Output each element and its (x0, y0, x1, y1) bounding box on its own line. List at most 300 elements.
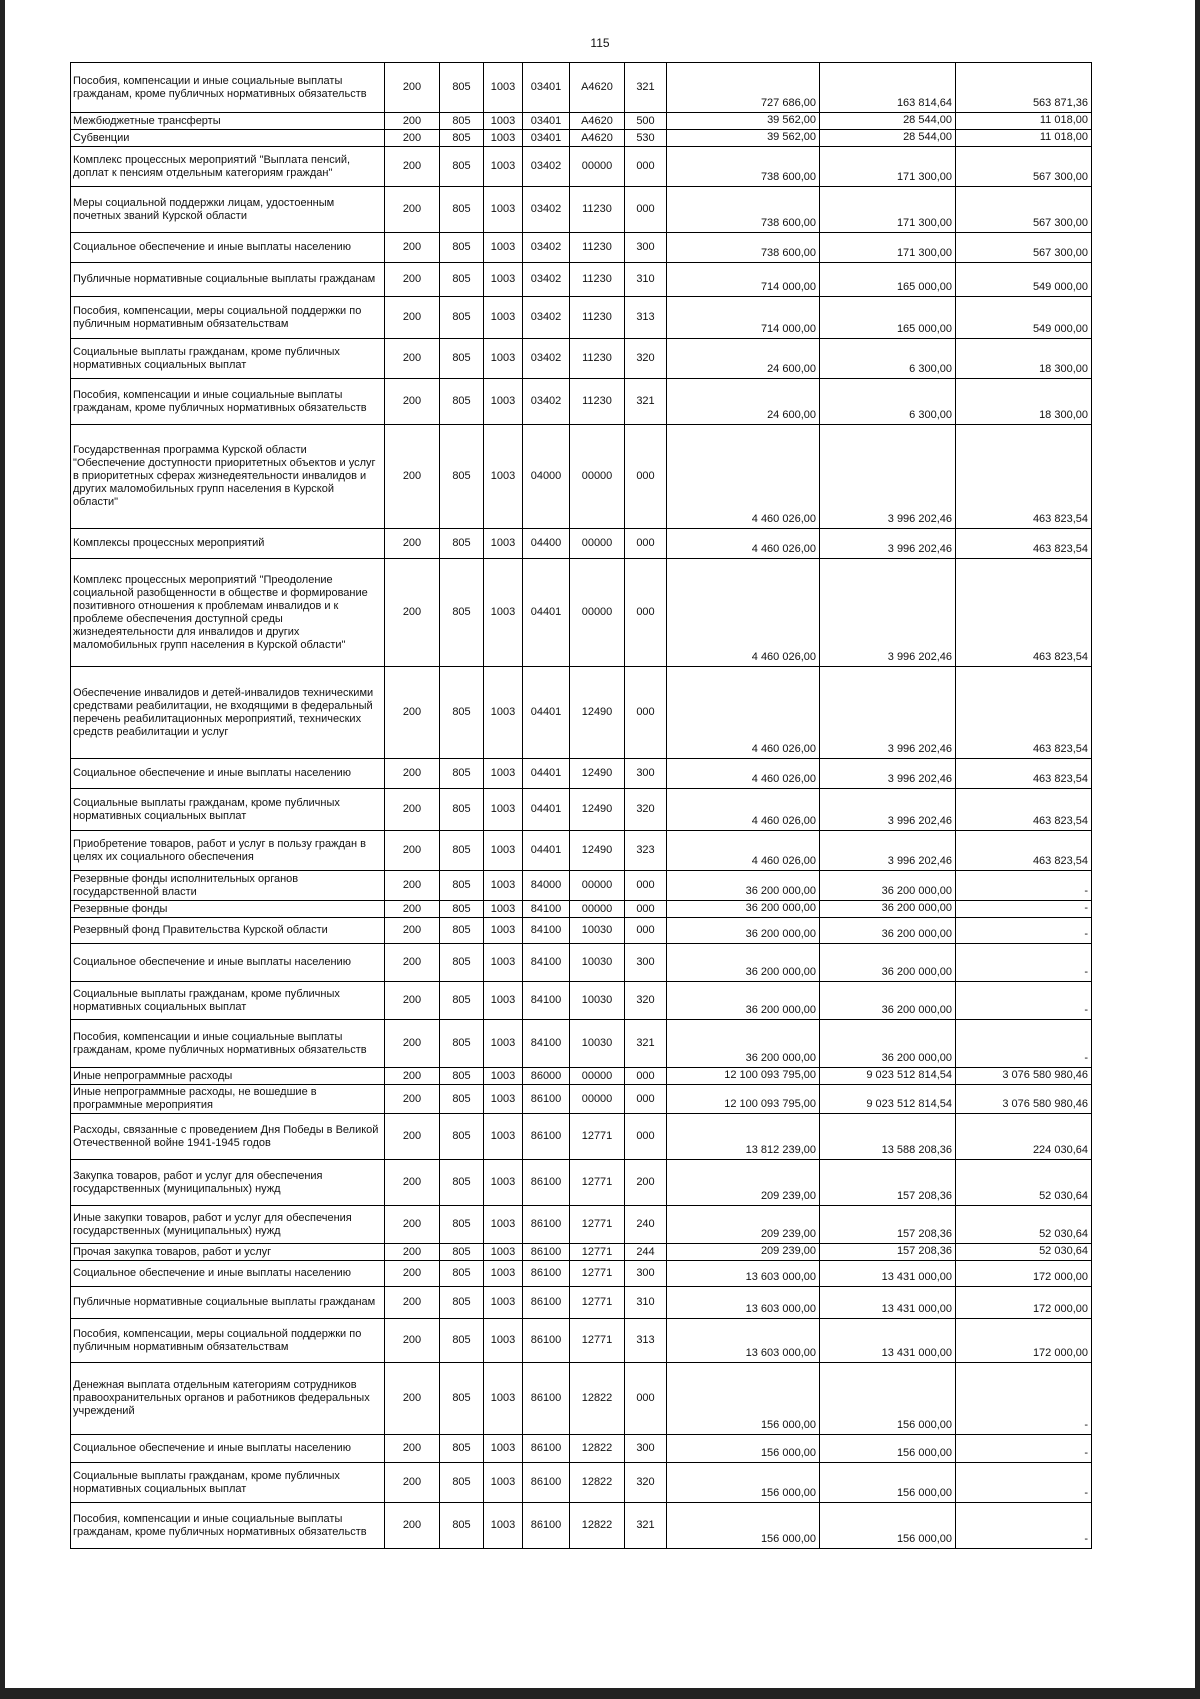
cell-amount-remaining: 11 018,00 (956, 130, 1092, 147)
cell-ministry-code: 805 (440, 1435, 484, 1463)
cell-direction-code: 12771 (570, 1114, 625, 1160)
cell-amount-remaining: - (956, 871, 1092, 901)
cell-direction-code: 11230 (570, 187, 625, 233)
cell-amount-executed: 3 996 202,46 (820, 667, 956, 759)
cell-section-code: 1003 (484, 1068, 523, 1085)
cell-admin-code: 200 (385, 1287, 440, 1319)
cell-description: Социальное обеспечение и иные выплаты населению (71, 1435, 385, 1463)
table-row (71, 1287, 1092, 1319)
cell-section-code: 1003 (484, 1160, 523, 1206)
cell-description: Субвенции (71, 130, 385, 147)
cell-admin-code: 200 (385, 113, 440, 130)
cell-section-code: 1003 (484, 187, 523, 233)
cell-section-code: 1003 (484, 339, 523, 379)
cell-program-code: 04401 (523, 559, 570, 667)
cell-program-code: 03402 (523, 297, 570, 339)
table-row (71, 759, 1092, 789)
cell-amount-approved: 156 000,00 (667, 1503, 820, 1549)
cell-description: Пособия, компенсации и иные социальные выплаты гражданам, кроме публичных нормативных обязательств (71, 379, 385, 425)
cell-amount-approved: 738 600,00 (667, 187, 820, 233)
table-row (71, 529, 1092, 559)
cell-direction-code: А4620 (570, 113, 625, 130)
cell-amount-remaining: 18 300,00 (956, 339, 1092, 379)
cell-description: Пособия, компенсации, меры социальной поддержки по публичным нормативным обязательствам (71, 297, 385, 339)
cell-amount-remaining: 563 871,36 (956, 63, 1092, 113)
cell-section-code: 1003 (484, 425, 523, 529)
cell-ministry-code: 805 (440, 759, 484, 789)
cell-program-code: 86000 (523, 1068, 570, 1085)
cell-admin-code: 200 (385, 1244, 440, 1261)
cell-program-code: 86100 (523, 1503, 570, 1549)
cell-amount-executed: 36 200 000,00 (820, 918, 956, 944)
cell-ministry-code: 805 (440, 113, 484, 130)
cell-direction-code: 10030 (570, 982, 625, 1020)
table-row (71, 63, 1092, 113)
cell-admin-code: 200 (385, 1160, 440, 1206)
cell-ministry-code: 805 (440, 147, 484, 187)
cell-admin-code: 200 (385, 187, 440, 233)
cell-admin-code: 200 (385, 982, 440, 1020)
cell-amount-approved: 36 200 000,00 (667, 944, 820, 982)
cell-admin-code: 200 (385, 233, 440, 263)
cell-direction-code: 12771 (570, 1319, 625, 1363)
cell-amount-approved: 13 603 000,00 (667, 1287, 820, 1319)
cell-direction-code: 12822 (570, 1435, 625, 1463)
cell-amount-approved: 738 600,00 (667, 233, 820, 263)
cell-admin-code: 200 (385, 944, 440, 982)
cell-amount-remaining: - (956, 901, 1092, 918)
cell-ministry-code: 805 (440, 871, 484, 901)
cell-amount-executed: 36 200 000,00 (820, 944, 956, 982)
cell-section-code: 1003 (484, 559, 523, 667)
cell-section-code: 1003 (484, 1503, 523, 1549)
cell-amount-remaining: 463 823,54 (956, 789, 1092, 831)
table-row (71, 918, 1092, 944)
cell-ministry-code: 805 (440, 379, 484, 425)
cell-amount-approved: 4 460 026,00 (667, 759, 820, 789)
table-row (71, 1160, 1092, 1206)
table-row (71, 147, 1092, 187)
cell-program-code: 04401 (523, 831, 570, 871)
cell-ministry-code: 805 (440, 233, 484, 263)
cell-description: Обеспечение инвалидов и детей-инвалидов техническими средствами реабилитации, не входящими в федеральный перечень реабилитационных мероприятий, технических средств реабилитации и услуг (71, 667, 385, 759)
cell-amount-executed: 157 208,36 (820, 1160, 956, 1206)
cell-program-code: 03401 (523, 63, 570, 113)
cell-section-code: 1003 (484, 1261, 523, 1287)
cell-amount-approved: 13 603 000,00 (667, 1319, 820, 1363)
cell-amount-approved: 209 239,00 (667, 1160, 820, 1206)
cell-amount-approved: 12 100 093 795,00 (667, 1068, 820, 1085)
table-row (71, 113, 1092, 130)
cell-description: Социальное обеспечение и иные выплаты населению (71, 944, 385, 982)
cell-section-code: 1003 (484, 831, 523, 871)
cell-ministry-code: 805 (440, 1114, 484, 1160)
cell-amount-remaining: 224 030,64 (956, 1114, 1092, 1160)
cell-ministry-code: 805 (440, 130, 484, 147)
cell-amount-remaining: 567 300,00 (956, 187, 1092, 233)
cell-expense-type-code: 000 (625, 559, 667, 667)
cell-expense-type-code: 300 (625, 1261, 667, 1287)
cell-direction-code: 12490 (570, 831, 625, 871)
cell-admin-code: 200 (385, 379, 440, 425)
cell-program-code: 03402 (523, 339, 570, 379)
cell-description: Пособия, компенсации и иные социальные выплаты гражданам, кроме публичных нормативных обязательств (71, 1020, 385, 1068)
cell-expense-type-code: 000 (625, 918, 667, 944)
cell-program-code: 03402 (523, 379, 570, 425)
cell-expense-type-code: 200 (625, 1160, 667, 1206)
cell-section-code: 1003 (484, 379, 523, 425)
cell-program-code: 04400 (523, 529, 570, 559)
cell-amount-executed: 3 996 202,46 (820, 831, 956, 871)
cell-ministry-code: 805 (440, 297, 484, 339)
cell-description: Социальные выплаты гражданам, кроме публичных нормативных социальных выплат (71, 982, 385, 1020)
cell-amount-executed: 9 023 512 814,54 (820, 1068, 956, 1085)
cell-direction-code: 00000 (570, 559, 625, 667)
cell-direction-code: 12771 (570, 1261, 625, 1287)
cell-amount-approved: 714 000,00 (667, 263, 820, 297)
table-row (71, 233, 1092, 263)
cell-description: Социальные выплаты гражданам, кроме публичных нормативных социальных выплат (71, 789, 385, 831)
cell-amount-executed: 171 300,00 (820, 233, 956, 263)
cell-amount-approved: 4 460 026,00 (667, 831, 820, 871)
cell-description: Социальные выплаты гражданам, кроме публичных нормативных социальных выплат (71, 1463, 385, 1503)
cell-amount-remaining: 463 823,54 (956, 529, 1092, 559)
cell-amount-executed: 3 996 202,46 (820, 759, 956, 789)
cell-ministry-code: 805 (440, 529, 484, 559)
table-row (71, 1503, 1092, 1549)
cell-program-code: 86100 (523, 1206, 570, 1244)
cell-amount-approved: 714 000,00 (667, 297, 820, 339)
cell-amount-remaining: - (956, 918, 1092, 944)
cell-direction-code: 11230 (570, 339, 625, 379)
table-row (71, 339, 1092, 379)
cell-amount-executed: 13 431 000,00 (820, 1261, 956, 1287)
cell-program-code: 84000 (523, 871, 570, 901)
cell-direction-code: 12822 (570, 1463, 625, 1503)
cell-direction-code: 10030 (570, 1020, 625, 1068)
cell-ministry-code: 805 (440, 831, 484, 871)
cell-admin-code: 200 (385, 901, 440, 918)
cell-ministry-code: 805 (440, 263, 484, 297)
cell-program-code: 86100 (523, 1287, 570, 1319)
cell-amount-remaining: 172 000,00 (956, 1287, 1092, 1319)
cell-description: Закупка товаров, работ и услуг для обеспечения государственных (муниципальных) нужд (71, 1160, 385, 1206)
table-row (71, 789, 1092, 831)
cell-amount-executed: 13 431 000,00 (820, 1287, 956, 1319)
cell-admin-code: 200 (385, 871, 440, 901)
cell-expense-type-code: 321 (625, 1503, 667, 1549)
table-row (71, 1068, 1092, 1085)
cell-description: Пособия, компенсации и иные социальные выплаты гражданам, кроме публичных нормативных обязательств (71, 63, 385, 113)
cell-admin-code: 200 (385, 297, 440, 339)
scan-edge-left (0, 0, 5, 1699)
cell-program-code: 86100 (523, 1435, 570, 1463)
cell-program-code: 86100 (523, 1363, 570, 1435)
cell-direction-code: 12771 (570, 1206, 625, 1244)
cell-admin-code: 200 (385, 1503, 440, 1549)
cell-amount-approved: 4 460 026,00 (667, 425, 820, 529)
cell-amount-executed: 156 000,00 (820, 1503, 956, 1549)
cell-ministry-code: 805 (440, 1319, 484, 1363)
cell-expense-type-code: 310 (625, 1287, 667, 1319)
cell-direction-code: 00000 (570, 425, 625, 529)
cell-amount-remaining: 567 300,00 (956, 147, 1092, 187)
cell-admin-code: 200 (385, 63, 440, 113)
cell-direction-code: 11230 (570, 379, 625, 425)
scan-edge-bottom (0, 1688, 1200, 1699)
cell-amount-remaining: 11 018,00 (956, 113, 1092, 130)
cell-amount-approved: 209 239,00 (667, 1206, 820, 1244)
table-row (71, 559, 1092, 667)
cell-admin-code: 200 (385, 1206, 440, 1244)
cell-description: Резервные фонды исполнительных органов государственной власти (71, 871, 385, 901)
cell-expense-type-code: 313 (625, 1319, 667, 1363)
cell-ministry-code: 805 (440, 339, 484, 379)
table-row (71, 982, 1092, 1020)
cell-expense-type-code: 244 (625, 1244, 667, 1261)
cell-section-code: 1003 (484, 113, 523, 130)
cell-expense-type-code: 313 (625, 297, 667, 339)
cell-amount-approved: 156 000,00 (667, 1363, 820, 1435)
cell-expense-type-code: 530 (625, 130, 667, 147)
cell-amount-remaining: - (956, 982, 1092, 1020)
cell-amount-approved: 209 239,00 (667, 1244, 820, 1261)
cell-direction-code: 12771 (570, 1244, 625, 1261)
table-row (71, 871, 1092, 901)
cell-amount-executed: 157 208,36 (820, 1244, 956, 1261)
cell-amount-approved: 36 200 000,00 (667, 982, 820, 1020)
cell-amount-remaining: 549 000,00 (956, 263, 1092, 297)
cell-amount-approved: 727 686,00 (667, 63, 820, 113)
cell-amount-approved: 36 200 000,00 (667, 1020, 820, 1068)
cell-amount-approved: 12 100 093 795,00 (667, 1085, 820, 1114)
cell-ministry-code: 805 (440, 667, 484, 759)
cell-amount-executed: 156 000,00 (820, 1463, 956, 1503)
cell-amount-remaining: 567 300,00 (956, 233, 1092, 263)
cell-ministry-code: 805 (440, 1363, 484, 1435)
cell-amount-approved: 4 460 026,00 (667, 529, 820, 559)
cell-expense-type-code: 310 (625, 263, 667, 297)
cell-admin-code: 200 (385, 1261, 440, 1287)
cell-ministry-code: 805 (440, 63, 484, 113)
cell-admin-code: 200 (385, 1085, 440, 1114)
cell-ministry-code: 805 (440, 1068, 484, 1085)
cell-description: Публичные нормативные социальные выплаты гражданам (71, 1287, 385, 1319)
cell-section-code: 1003 (484, 1435, 523, 1463)
cell-amount-executed: 28 544,00 (820, 113, 956, 130)
cell-amount-remaining: - (956, 1020, 1092, 1068)
cell-admin-code: 200 (385, 831, 440, 871)
cell-expense-type-code: 321 (625, 63, 667, 113)
cell-amount-remaining: 463 823,54 (956, 759, 1092, 789)
cell-expense-type-code: 321 (625, 1020, 667, 1068)
table-row (71, 379, 1092, 425)
table-row (71, 263, 1092, 297)
cell-amount-executed: 171 300,00 (820, 187, 956, 233)
cell-amount-approved: 39 562,00 (667, 130, 820, 147)
cell-program-code: 84100 (523, 982, 570, 1020)
cell-expense-type-code: 000 (625, 529, 667, 559)
cell-admin-code: 200 (385, 1363, 440, 1435)
cell-amount-executed: 165 000,00 (820, 297, 956, 339)
cell-admin-code: 200 (385, 529, 440, 559)
cell-section-code: 1003 (484, 1463, 523, 1503)
cell-amount-approved: 36 200 000,00 (667, 871, 820, 901)
cell-ministry-code: 805 (440, 982, 484, 1020)
table-row (71, 187, 1092, 233)
cell-amount-executed: 156 000,00 (820, 1435, 956, 1463)
cell-admin-code: 200 (385, 667, 440, 759)
cell-direction-code: 12771 (570, 1160, 625, 1206)
cell-direction-code: 11230 (570, 233, 625, 263)
cell-program-code: 04401 (523, 759, 570, 789)
cell-amount-approved: 4 460 026,00 (667, 667, 820, 759)
cell-section-code: 1003 (484, 918, 523, 944)
cell-direction-code: 12822 (570, 1363, 625, 1435)
cell-section-code: 1003 (484, 1206, 523, 1244)
cell-expense-type-code: 000 (625, 1068, 667, 1085)
table-row (71, 1463, 1092, 1503)
cell-section-code: 1003 (484, 1287, 523, 1319)
cell-amount-approved: 24 600,00 (667, 379, 820, 425)
cell-section-code: 1003 (484, 233, 523, 263)
cell-amount-remaining: 463 823,54 (956, 425, 1092, 529)
cell-description: Государственная программа Курской области "Обеспечение доступности приоритетных объектов и услуг в приоритетных сферах жизнедеятельности инвалидов и других маломобильных групп населения в Курской области" (71, 425, 385, 529)
cell-amount-executed: 13 588 208,36 (820, 1114, 956, 1160)
cell-description: Прочая закупка товаров, работ и услуг (71, 1244, 385, 1261)
cell-description: Расходы, связанные с проведением Дня Победы в Великой Отечественной войне 1941-1945 годов (71, 1114, 385, 1160)
cell-expense-type-code: 300 (625, 944, 667, 982)
scan-edge-right (1195, 0, 1200, 1699)
cell-direction-code: 00000 (570, 901, 625, 918)
cell-section-code: 1003 (484, 1244, 523, 1261)
cell-description: Пособия, компенсации, меры социальной поддержки по публичным нормативным обязательствам (71, 1319, 385, 1363)
cell-direction-code: 00000 (570, 1068, 625, 1085)
cell-section-code: 1003 (484, 1363, 523, 1435)
cell-ministry-code: 805 (440, 1160, 484, 1206)
cell-admin-code: 200 (385, 425, 440, 529)
cell-admin-code: 200 (385, 130, 440, 147)
cell-direction-code: 12771 (570, 1287, 625, 1319)
cell-direction-code: 12490 (570, 789, 625, 831)
cell-program-code: 86100 (523, 1160, 570, 1206)
cell-amount-approved: 13 603 000,00 (667, 1261, 820, 1287)
cell-amount-remaining: - (956, 944, 1092, 982)
cell-amount-approved: 24 600,00 (667, 339, 820, 379)
cell-amount-remaining: 172 000,00 (956, 1319, 1092, 1363)
cell-ministry-code: 805 (440, 559, 484, 667)
cell-amount-remaining: 172 000,00 (956, 1261, 1092, 1287)
table-row (71, 425, 1092, 529)
cell-section-code: 1003 (484, 667, 523, 759)
cell-ministry-code: 805 (440, 1261, 484, 1287)
cell-amount-remaining: - (956, 1435, 1092, 1463)
table-row (71, 130, 1092, 147)
table-row (71, 944, 1092, 982)
cell-amount-executed: 13 431 000,00 (820, 1319, 956, 1363)
cell-amount-executed: 6 300,00 (820, 379, 956, 425)
cell-program-code: 86100 (523, 1463, 570, 1503)
cell-direction-code: 00000 (570, 529, 625, 559)
cell-amount-approved: 4 460 026,00 (667, 559, 820, 667)
table-row (71, 1244, 1092, 1261)
cell-admin-code: 200 (385, 263, 440, 297)
cell-description: Иные закупки товаров, работ и услуг для обеспечения государственных (муниципальных) нужд (71, 1206, 385, 1244)
cell-expense-type-code: 000 (625, 1363, 667, 1435)
cell-program-code: 04000 (523, 425, 570, 529)
cell-section-code: 1003 (484, 147, 523, 187)
cell-amount-executed: 3 996 202,46 (820, 559, 956, 667)
cell-amount-executed: 3 996 202,46 (820, 529, 956, 559)
cell-amount-approved: 36 200 000,00 (667, 901, 820, 918)
cell-amount-executed: 36 200 000,00 (820, 1020, 956, 1068)
cell-amount-remaining: 52 030,64 (956, 1244, 1092, 1261)
cell-admin-code: 200 (385, 1319, 440, 1363)
cell-amount-remaining: 549 000,00 (956, 297, 1092, 339)
cell-description: Иные непрограммные расходы, не вошедшие в программные мероприятия (71, 1085, 385, 1114)
table-row (71, 1319, 1092, 1363)
cell-section-code: 1003 (484, 1085, 523, 1114)
table-row (71, 831, 1092, 871)
cell-program-code: 86100 (523, 1244, 570, 1261)
cell-ministry-code: 805 (440, 789, 484, 831)
cell-expense-type-code: 300 (625, 1435, 667, 1463)
cell-direction-code: А4620 (570, 130, 625, 147)
cell-admin-code: 200 (385, 147, 440, 187)
cell-amount-remaining: - (956, 1503, 1092, 1549)
cell-program-code: 03401 (523, 130, 570, 147)
cell-description: Резервный фонд Правительства Курской области (71, 918, 385, 944)
cell-description: Иные непрограммные расходы (71, 1068, 385, 1085)
cell-ministry-code: 805 (440, 1503, 484, 1549)
cell-amount-executed: 3 996 202,46 (820, 789, 956, 831)
cell-admin-code: 200 (385, 1114, 440, 1160)
cell-section-code: 1003 (484, 297, 523, 339)
cell-amount-approved: 738 600,00 (667, 147, 820, 187)
cell-expense-type-code: 000 (625, 901, 667, 918)
cell-description: Пособия, компенсации и иные социальные выплаты гражданам, кроме публичных нормативных обязательств (71, 1503, 385, 1549)
cell-program-code: 84100 (523, 1020, 570, 1068)
cell-program-code: 86100 (523, 1114, 570, 1160)
cell-amount-approved: 4 460 026,00 (667, 789, 820, 831)
cell-description: Приобретение товаров, работ и услуг в пользу граждан в целях их социального обеспечения (71, 831, 385, 871)
cell-amount-remaining: 463 823,54 (956, 559, 1092, 667)
table-row (71, 1020, 1092, 1068)
cell-program-code: 03402 (523, 233, 570, 263)
cell-section-code: 1003 (484, 1020, 523, 1068)
page-number: 115 (590, 36, 610, 50)
cell-amount-executed: 165 000,00 (820, 263, 956, 297)
table-row (71, 297, 1092, 339)
table-row (71, 1435, 1092, 1463)
cell-description: Резервные фонды (71, 901, 385, 918)
cell-ministry-code: 805 (440, 901, 484, 918)
cell-description: Денежная выплата отдельным категориям сотрудников правоохранительных органов и работников федеральных учреждений (71, 1363, 385, 1435)
cell-amount-approved: 39 562,00 (667, 113, 820, 130)
cell-program-code: 03402 (523, 187, 570, 233)
cell-admin-code: 200 (385, 559, 440, 667)
cell-program-code: 86100 (523, 1319, 570, 1363)
cell-description: Публичные нормативные социальные выплаты гражданам (71, 263, 385, 297)
cell-expense-type-code: 300 (625, 233, 667, 263)
cell-program-code: 84100 (523, 944, 570, 982)
cell-expense-type-code: 000 (625, 1114, 667, 1160)
budget-table-body (71, 63, 1092, 1549)
cell-section-code: 1003 (484, 901, 523, 918)
cell-description: Межбюджетные трансферты (71, 113, 385, 130)
cell-ministry-code: 805 (440, 187, 484, 233)
cell-amount-remaining: - (956, 1463, 1092, 1503)
